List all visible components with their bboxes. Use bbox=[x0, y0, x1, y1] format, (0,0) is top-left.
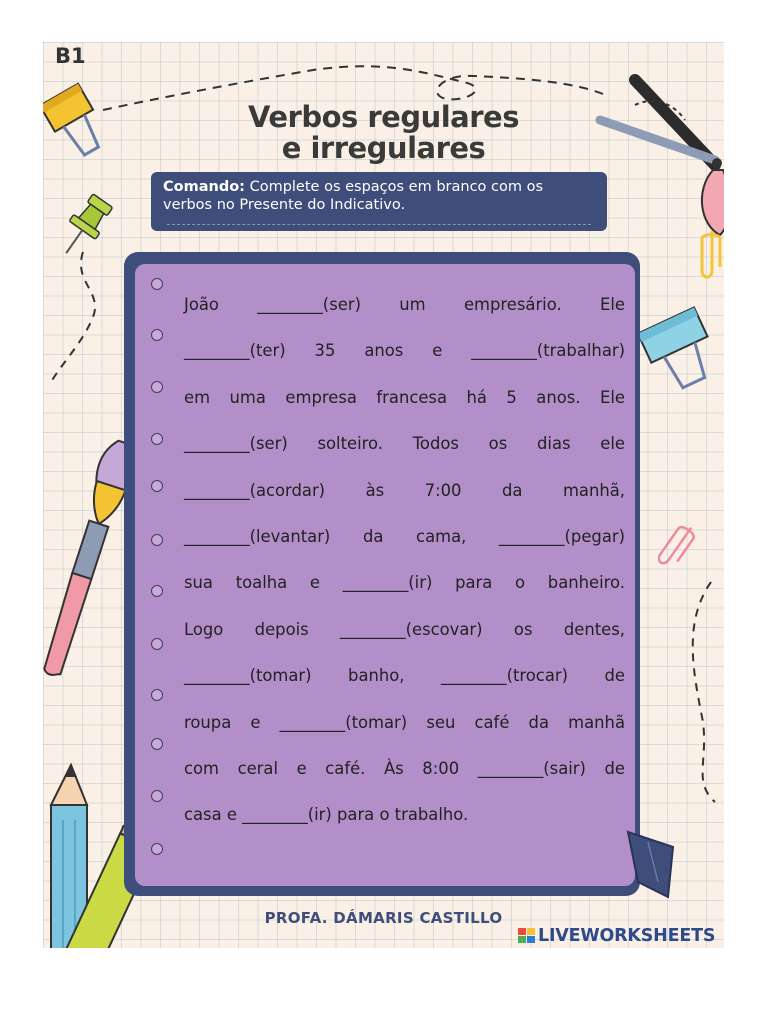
exercise-line: sua toalha e ________(ir) para o banheiro. bbox=[184, 573, 625, 593]
level-badge: B1 bbox=[55, 44, 86, 68]
exercise-line: ________(levantar) da cama, ________(pegar) bbox=[184, 527, 625, 547]
exercise-line: ________(ter) 35 anos e ________(trabalhar) bbox=[184, 341, 625, 361]
binder-hole bbox=[151, 790, 163, 802]
command-text-2: verbos no Presente do Indicativo. bbox=[163, 197, 406, 213]
command-text-1: Complete os espaços em branco com os bbox=[244, 179, 544, 195]
paper-clip-icon bbox=[698, 227, 724, 287]
exercise-line: ________(ser) solteiro. Todos os dias ele bbox=[184, 434, 625, 454]
exercise-line: ________(acordar) às 7:00 da manhã, bbox=[184, 480, 625, 500]
command-label: Comando: bbox=[163, 179, 245, 195]
binder-hole bbox=[151, 638, 163, 650]
exercise-text bbox=[184, 282, 625, 839]
exercise-line: roupa e ________(tomar) seu café da manhã bbox=[184, 712, 625, 732]
liveworksheets-brand[interactable] bbox=[518, 926, 715, 946]
exercise-line: João ________(ser) um empresário. Ele bbox=[184, 295, 625, 314]
command-divider bbox=[167, 224, 591, 225]
worksheet-page bbox=[43, 42, 724, 948]
binder-hole bbox=[151, 534, 163, 546]
binder-clip-icon bbox=[633, 297, 724, 397]
exercise-line: em uma empresa francesa há 5 anos. Ele bbox=[184, 387, 625, 407]
binder-hole bbox=[151, 278, 163, 290]
binder-hole bbox=[151, 480, 163, 492]
exercise-line: casa e ________(ir) para o trabalho. bbox=[184, 805, 469, 825]
liveworksheets-logo-icon bbox=[518, 928, 536, 944]
paintbrush-icon bbox=[43, 427, 133, 687]
author-credit: PROFA. DÁMARIS CASTILLO bbox=[264, 909, 503, 927]
binder-hole bbox=[151, 585, 163, 597]
binder-hole bbox=[151, 689, 163, 701]
title-line-1: Verbos regulares bbox=[248, 100, 519, 134]
command-box bbox=[151, 172, 607, 231]
title-line-2: e irregulares bbox=[281, 131, 486, 165]
binder-hole bbox=[151, 329, 163, 341]
binder-hole bbox=[151, 433, 163, 445]
paper-corner-icon bbox=[618, 822, 698, 912]
brand-name: LIVEWORKSHEETS bbox=[538, 926, 716, 946]
binder-hole bbox=[151, 381, 163, 393]
worksheet-title bbox=[43, 102, 724, 164]
paper-clip-icon bbox=[658, 520, 703, 580]
exercise-line: Logo depois ________(escovar) os dentes, bbox=[184, 619, 625, 639]
push-pin-icon bbox=[58, 192, 118, 272]
exercise-line: ________(tomar) banho, ________(trocar) de bbox=[184, 666, 625, 686]
exercise-line: com ceral e café. Às 8:00 ________(sair) de bbox=[184, 759, 625, 779]
binder-hole bbox=[151, 843, 163, 855]
binder-hole bbox=[151, 738, 163, 750]
